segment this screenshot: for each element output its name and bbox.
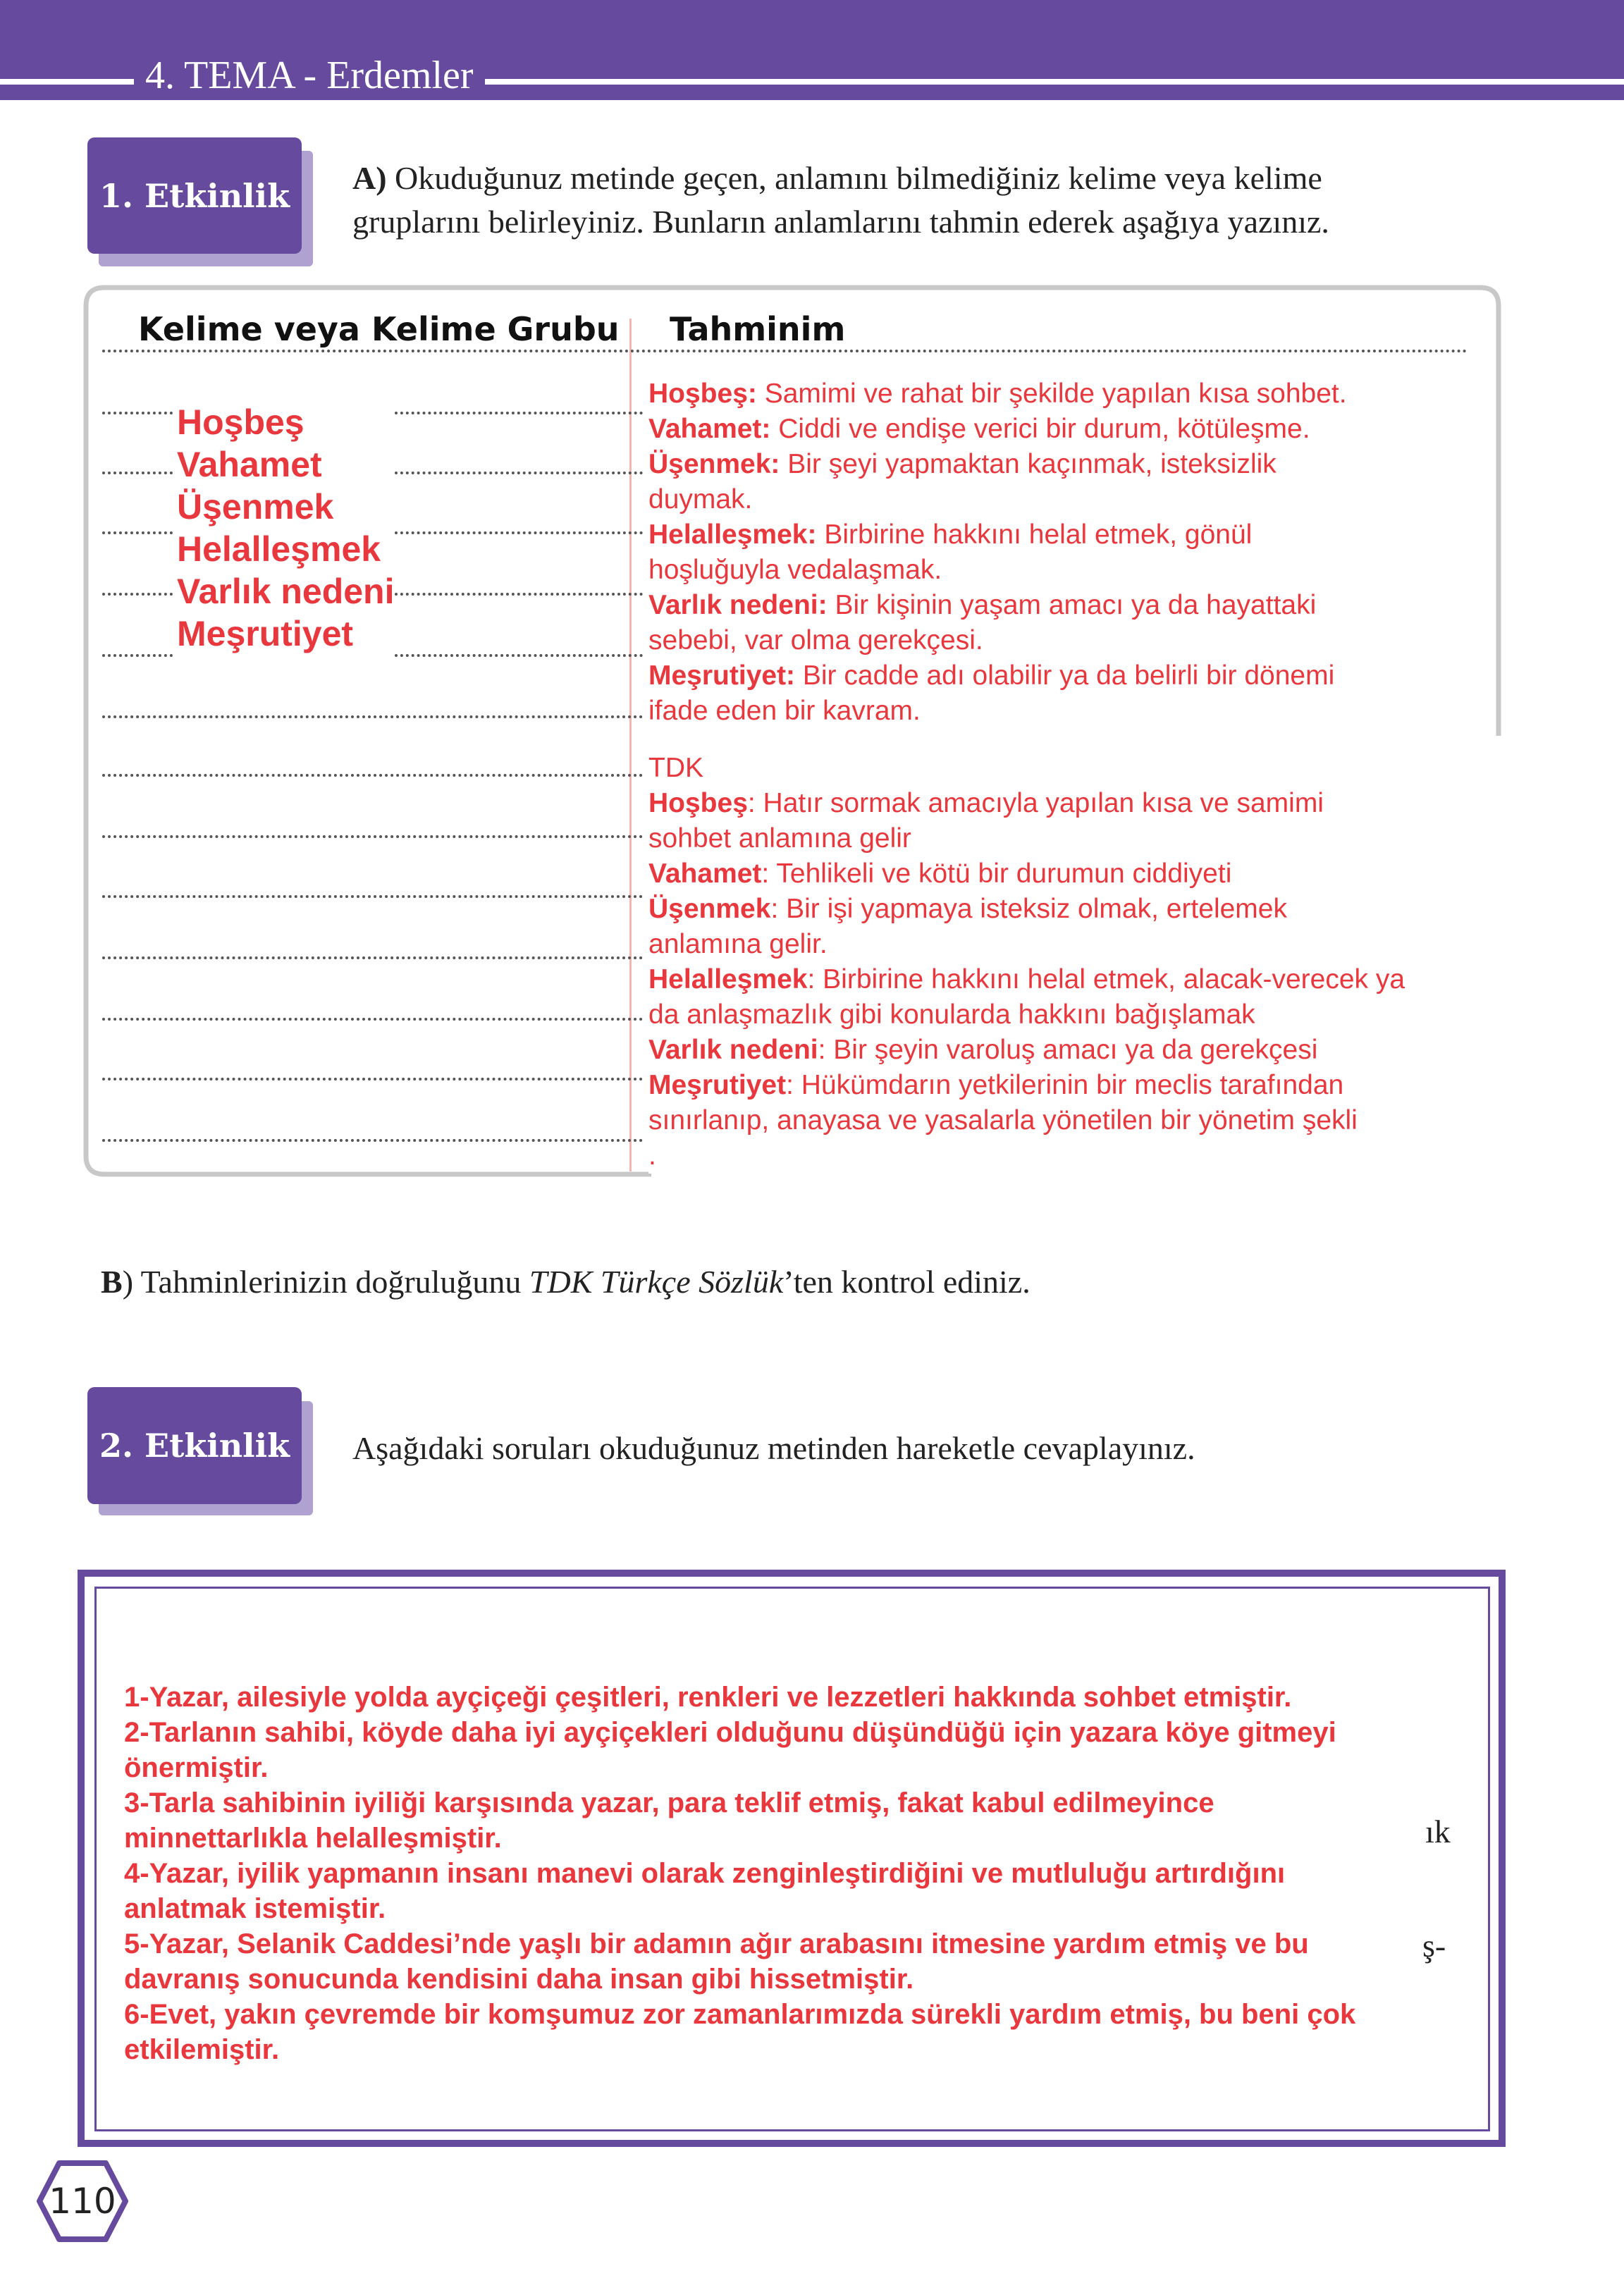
definition: : Bir şeyin varoluş amacı ya da gerekçesi	[818, 1035, 1318, 1065]
dotted-line	[102, 350, 1468, 352]
dotted-line	[102, 1139, 643, 1142]
dotted-line	[102, 1078, 643, 1081]
term: Hoşbeş	[648, 788, 748, 818]
theme-title: 4. TEMA - Erdemler	[134, 51, 485, 100]
hidden-text-fragment: ık	[1425, 1814, 1451, 1849]
definition: Bir şeyi yapmaktan kaçınmak, isteksizlik	[780, 449, 1277, 479]
answer-line: 3-Tarla sahibinin iyiliği karşısında yazar, para teklif etmiş, fakat kabul edilmeyince	[124, 1787, 1214, 1818]
dotted-line	[102, 715, 643, 718]
term: Vahamet:	[648, 414, 771, 444]
word-list	[177, 401, 394, 655]
word-item: Üşenmek	[177, 487, 334, 527]
dotted-line	[102, 895, 643, 898]
definition: : Hatır sormak amacıyla yapılan kısa ve samimi	[747, 788, 1324, 818]
definition: .	[648, 1140, 656, 1171]
answer-line: etkilemiştir.	[124, 2034, 280, 2065]
instruction-line: gruplarını belirleyiniz. Bunların anlamlarını tahmin ederek aşağıya yazınız.	[352, 204, 1329, 240]
definition-line	[648, 623, 1347, 658]
text: ’ten kontrol ediniz.	[783, 1264, 1031, 1300]
definition: hoşluğuyla vedalaşmak.	[648, 555, 942, 585]
definition: sohbet anlamına gelir	[648, 823, 911, 854]
dotted-line	[102, 472, 173, 474]
definition: TDK	[648, 753, 703, 783]
definition-line	[648, 892, 1405, 927]
term: Meşrutiyet:	[648, 660, 796, 691]
definition-line	[648, 856, 1405, 892]
word-item: Hoşbeş	[177, 402, 304, 442]
definition-line	[648, 588, 1347, 623]
definition: Samimi ve rahat bir şekilde yapılan kısa sohbet.	[756, 378, 1347, 409]
word-item: Varlık nedeni	[177, 572, 395, 611]
term: Hoşbeş:	[648, 378, 757, 409]
term: Varlık nedeni	[648, 1035, 818, 1065]
activity2-instruction: Aşağıdaki soruları okuduğunuz metinden hareketle cevaplayınız.	[352, 1430, 1195, 1466]
definition: duymak.	[648, 484, 753, 515]
part-a-label: A)	[352, 160, 387, 196]
term: Üşenmek	[648, 894, 771, 924]
text: ) Tahminlerinizin doğruluğunu	[122, 1264, 529, 1300]
answer-line: minnettarlıkla helalleşmiştir.	[124, 1823, 502, 1854]
definition-line	[648, 694, 1347, 729]
definition-line	[648, 482, 1347, 517]
dotted-line	[395, 593, 643, 596]
definition: : Birbirine hakkını helal etmek, alacak-verecek ya	[807, 964, 1405, 995]
col-header-word: Kelime veya Kelime Grubu	[138, 310, 620, 348]
definition-line	[648, 786, 1405, 821]
answer-line: 1-Yazar, ailesiyle yolda ayçiçeği çeşitleri, renkleri ve lezzetleri hakkında sohbet etmiştir.	[124, 1682, 1292, 1713]
dotted-line	[102, 654, 173, 657]
dotted-line	[395, 654, 643, 657]
answer-line: 6-Evet, yakın çevremde bir komşumuz zor zamanlarımızda sürekli yardım etmiş, bu beni çok	[124, 1999, 1356, 2030]
definition: sebebi, var olma gerekçesi.	[648, 625, 983, 655]
dotted-line	[102, 1018, 643, 1021]
definition-line	[648, 821, 1405, 856]
answer-line: 4-Yazar, iyilik yapmanın insanı manevi olarak zenginleştirdiğini ve mutluluğu artırdığını	[124, 1858, 1286, 1889]
definition-line	[648, 1068, 1405, 1103]
part-b-label: B	[101, 1264, 123, 1300]
definition-line	[648, 1033, 1405, 1068]
definition: : Bir işi yapmaya isteksiz olmak, ertelemek	[770, 894, 1287, 924]
definition: ifade eden bir kavram.	[648, 696, 921, 726]
term: Helalleşmek	[648, 964, 808, 995]
page-number: 110	[49, 2181, 116, 2222]
definition-line	[648, 927, 1405, 962]
definition-line	[648, 1103, 1405, 1138]
definition: : Hükümdarın yetkilerinin bir meclis tarafından	[786, 1070, 1344, 1100]
dotted-line	[102, 956, 643, 959]
definition-line	[648, 751, 1405, 786]
col-header-guess: Tahminim	[670, 310, 846, 348]
definition-line	[648, 997, 1405, 1033]
term: Meşrutiyet	[648, 1070, 787, 1100]
dotted-line	[395, 412, 643, 414]
definition: Bir kişinin yaşam amacı ya da hayattaki	[827, 590, 1317, 620]
activity2-badge: 2. Etkinlik	[87, 1387, 302, 1504]
definition-line	[648, 517, 1347, 553]
tdk-definitions	[648, 751, 1405, 1174]
hidden-text-fragment: ş-	[1422, 1928, 1446, 1964]
answer-line: 5-Yazar, Selanik Caddesi’nde yaşlı bir adamın ağır arabasını itmesine yardım etmiş ve bu	[124, 1928, 1309, 1959]
definition-line	[648, 553, 1347, 588]
definition-line	[648, 412, 1347, 447]
definition: anlamına gelir.	[648, 929, 828, 959]
dotted-line	[102, 593, 173, 596]
definition-line	[648, 1138, 1405, 1174]
definition: Bir cadde adı olabilir ya da belirli bir dönemi	[795, 660, 1335, 691]
definition: da anlaşmazlık gibi konularda hakkını bağışlamak	[648, 999, 1255, 1030]
answer-text	[124, 1680, 1355, 2067]
term: Varlık nedeni:	[648, 590, 828, 620]
activity1-badge: 1. Etkinlik	[87, 137, 302, 254]
part-b-instruction	[101, 1260, 1031, 1304]
dotted-line	[102, 412, 173, 414]
definition: Birbirine hakkını helal etmek, gönül	[816, 519, 1253, 550]
definition-line	[648, 962, 1405, 997]
answer-line: anlatmak istemiştir.	[124, 1893, 386, 1924]
definition: Ciddi ve endişe verici bir durum, kötüleşme.	[770, 414, 1310, 444]
guess-list	[648, 376, 1347, 729]
definition-line	[648, 658, 1347, 694]
term: Vahamet	[648, 858, 762, 889]
activity1-instruction	[352, 156, 1487, 244]
answer-line: 2-Tarlanın sahibi, köyde daha iyi ayçiçekleri olduğunu düşündüğü için yazara köye gitmeyi	[124, 1717, 1336, 1748]
word-item: Vahamet	[177, 445, 322, 484]
word-item: Helalleşmek	[177, 529, 381, 569]
answer-line: önermiştir.	[124, 1752, 269, 1783]
dotted-line	[102, 531, 173, 534]
instruction-line: Okuduğunuz metinde geçen, anlamını bilmediğiniz kelime veya kelime	[386, 160, 1322, 196]
definition-line	[648, 447, 1347, 482]
answer-line: davranış sonucunda kendisini daha insan gibi hissetmiştir.	[124, 1964, 914, 1995]
dictionary-name: TDK Türkçe Sözlük	[529, 1264, 784, 1300]
dotted-line	[102, 835, 643, 838]
word-item: Meşrutiyet	[177, 614, 354, 653]
term: Helalleşmek:	[648, 519, 817, 550]
dotted-line	[395, 472, 643, 474]
dotted-line	[102, 774, 643, 777]
column-divider	[629, 319, 632, 1171]
dotted-line	[395, 531, 643, 534]
definition: : Tehlikeli ve kötü bir durumun ciddiyeti	[761, 858, 1232, 889]
term: Üşenmek:	[648, 449, 780, 479]
definition: sınırlanıp, anayasa ve yasalarla yönetilen bir yönetim şekli	[648, 1105, 1358, 1135]
definition-line	[648, 376, 1347, 412]
